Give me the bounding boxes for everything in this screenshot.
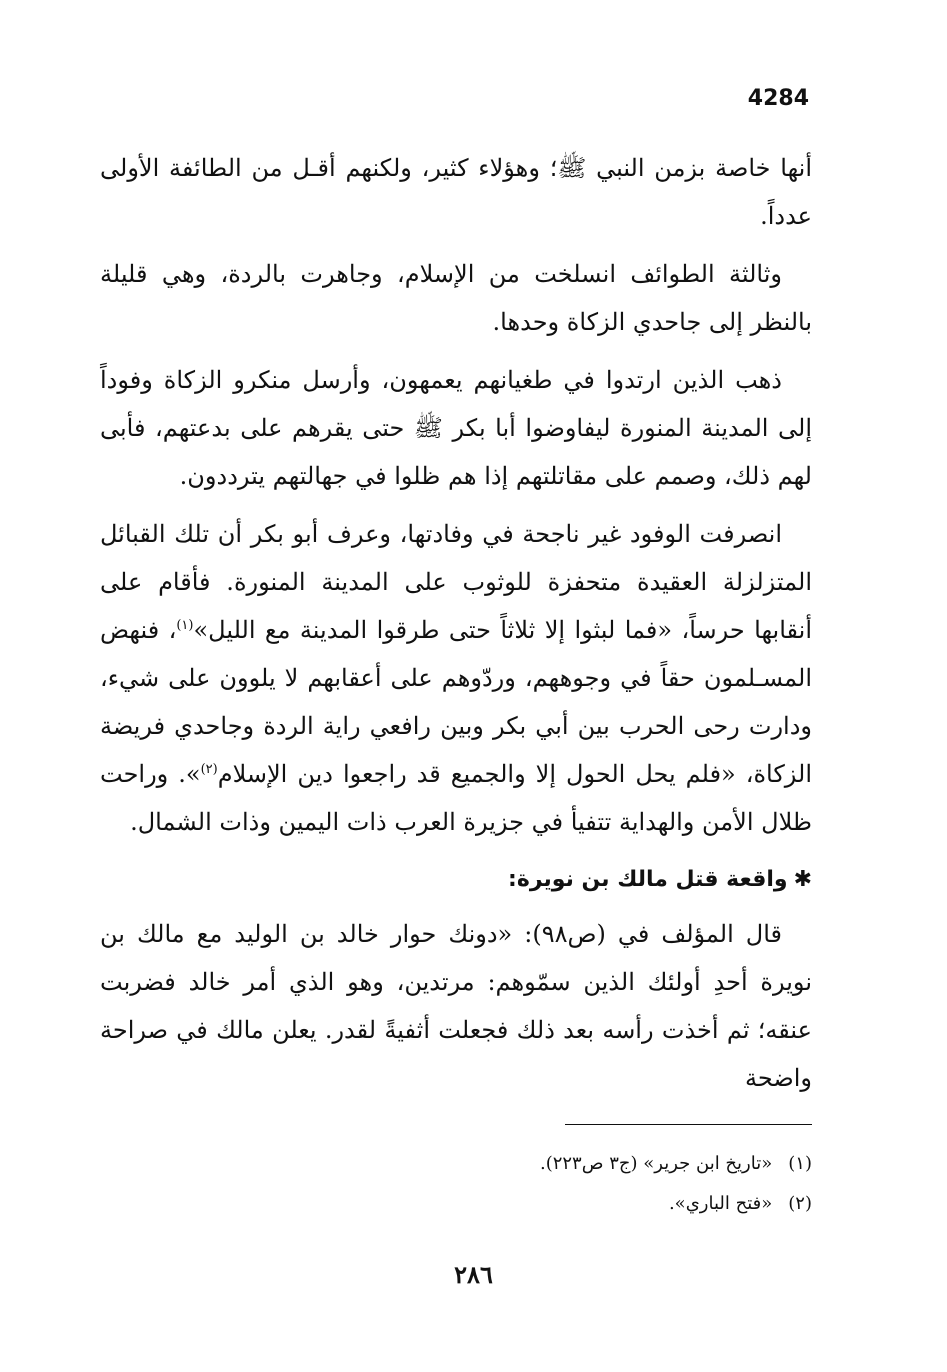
paragraph-2: وثالثة الطوائف انسلخت من الإسلام، وجاهرت بالردة، وهي قليلة بالنظر إلى جاحدي الزكاة وحدها.: [100, 260, 812, 336]
footnote-1: [132, 1144, 812, 1184]
footnote-1-text: «تاريخ ابن جرير» (ج٣ ص٢٢٣).: [539, 1153, 773, 1174]
paragraph-4-part-1: انصرفت الوفود غير ناجحة في وفادتها، وعرف أبو بكر أن تلك القبائل المتزلزلة العقيدة متحفزة للوثوب على المدينة المنورة. فأقام على أنقابها حرساً، «فما لبثوا إلا ثلاثاً حتى طرقوا المدينة مع الليل»: [100, 520, 812, 644]
paragraph-4-part-3: ». وراحت ظلال الأمن والهداية تتفيأ في جزيرة العرب ذات اليمين وذات الشمال.: [100, 760, 812, 836]
footnote-divider: [565, 1124, 812, 1125]
footnote-2-text: «فتح الباري».: [668, 1193, 773, 1214]
footnotes: [132, 1144, 812, 1224]
paragraph-3: ذهب الذين ارتدوا في طغيانهم يعمهون، وأرسل منكرو الزكاة وفوداً إلى المدينة المنورة ليفاوضوا أبا بكر ﷺ حتى يقرهم على بدعتهم، فأبى لهم ذلك، وصمم على مقاتلتهم إذا هم ظلوا في جهالتهم يترددون.: [100, 366, 812, 490]
paragraph-4-part-2: ، فنهض المسـلمون حقاً في وجوههم، وردّوهم على أعقابهم لا يلوون على شيء، ودارت رحى الحرب بين أبي بكر وبين رافعي راية الردة وجاحدي فريضة الزكاة، «فلم يحل الحول إلا والجميع قد راجعوا دين الإسلام: [100, 616, 812, 788]
footnote-ref-1: (١): [176, 618, 194, 633]
footnote-1-number: (١): [788, 1153, 812, 1174]
section-heading: [100, 856, 812, 904]
section-heading-text: واقعة قتل مالك بن نويرة:: [508, 867, 788, 892]
footnote-ref-2: (٢): [200, 762, 218, 777]
paragraph-5: قال المؤلف في (ص٩٨): «دونك حوار خالد بن الوليد مع مالك بن نويرة أحدِ أولئك الذين سمّوهم: مرتدين، وهو الذي أمر خالد فضربت عنقه؛ ثم أخذت رأسه بعد ذلك فجعلت أثفيةً لقدر. يعلن مالك في صراحة واضحة: [100, 920, 812, 1092]
footnote-2: [132, 1184, 812, 1224]
footnote-2-number: (٢): [788, 1193, 812, 1214]
star-icon: ✱: [793, 867, 812, 892]
main-text: [100, 144, 812, 1112]
page-number: ٢٨٦: [454, 1260, 493, 1289]
paragraph-4: [100, 510, 812, 846]
paragraph-1: أنها خاصة بزمن النبي ﷺ؛ وهؤلاء كثير، ولكنهم أقـل من الطائفة الأولى عدداً.: [100, 154, 812, 230]
page-header-code: 4284: [747, 86, 809, 111]
